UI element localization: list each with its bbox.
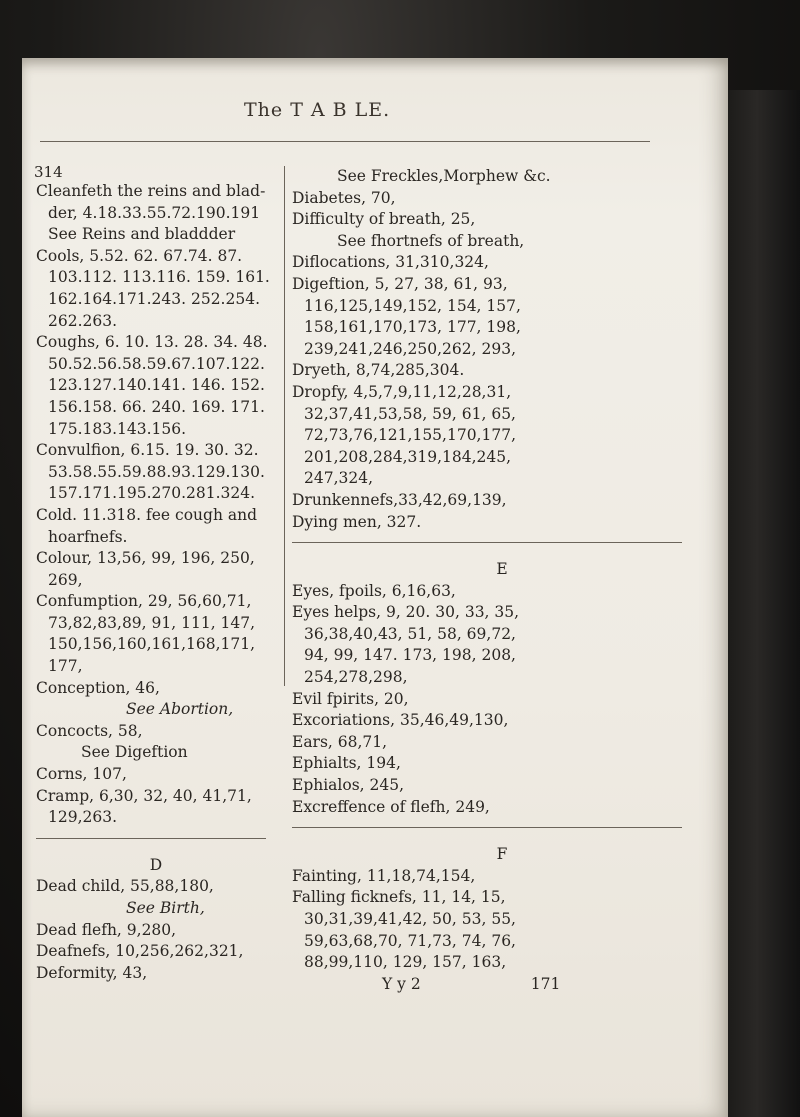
index-entry: Concocts, 58,: [36, 721, 143, 740]
index-entry: Fainting, 11,18,74,154,: [292, 866, 476, 885]
index-entry: Ears, 68,71,: [292, 732, 388, 751]
column-divider: [284, 166, 285, 686]
index-entry: Digeftion, 5, 27, 38, 61, 93,: [292, 274, 508, 293]
index-entry-continuation: 36,38,40,43, 51, 58, 69,72,: [304, 624, 516, 643]
index-entry: Convulfion, 6.15. 19. 30. 32.: [36, 441, 259, 460]
facing-page-edge: [728, 90, 800, 1117]
index-entry: Falling ficknefs, 11, 14, 15,: [292, 888, 506, 907]
index-entry: Diflocations, 31,310,324,: [292, 253, 489, 272]
index-entry-continuation: 73,82,83,89, 91, 111, 147,: [48, 613, 256, 632]
index-entry: Excoriations, 35,46,49,130,: [292, 711, 509, 730]
section-letter: F: [496, 845, 508, 864]
index-entry: Difficulty of breath, 25,: [292, 210, 476, 229]
index-entry-continuation: 94, 99, 147. 173, 198, 208,: [304, 646, 516, 665]
section-rule: [292, 827, 682, 840]
index-entry: Dead flefh, 9,280,: [36, 920, 177, 939]
index-entry-continuation: der, 4.18.33.55.72.190.191: [48, 203, 261, 222]
index-entry-continuation: 239,241,246,250,262, 293,: [304, 339, 516, 358]
index-entry-continuation: 59,63,68,70, 71,73, 74, 76,: [304, 931, 516, 950]
index-entry: Excreffence of flefh, 249,: [292, 797, 490, 816]
catchword-text: Y y 2: [382, 974, 421, 993]
index-entry-continuation: 88,99,110, 129, 157, 163,: [304, 953, 507, 972]
index-entry-continuation: See Freckles,Morphew &c.: [337, 167, 551, 185]
index-entry-continuation: 157.171.195.270.281.324.: [48, 484, 256, 503]
index-entry: Diabetes, 70,: [292, 188, 396, 207]
index-entry-continuation: 50.52.56.58.59.67.107.122.: [48, 354, 265, 373]
index-entry: Conception, 46,: [36, 678, 160, 697]
index-entry: Dropfy, 4,5,7,9,11,12,28,31,: [292, 382, 512, 401]
index-entry: Coughs, 6. 10. 13. 28. 34. 48.: [36, 333, 268, 352]
index-entry: Cools, 5.52. 62. 67.74. 87.: [36, 246, 243, 265]
index-entry: Ephialts, 194,: [292, 754, 401, 773]
index-entry-continuation: 269,: [48, 570, 83, 589]
index-entry-continuation: See Birth,: [126, 899, 205, 917]
index-entry-continuation: 247,324,: [304, 469, 374, 488]
index-entry: Confumption, 29, 56,60,71,: [36, 592, 252, 611]
index-entry-continuation: 53.58.55.59.88.93.129.130.: [48, 462, 265, 481]
index-entry-continuation: 30,31,39,41,42, 50, 53, 55,: [304, 910, 516, 928]
index-entry-continuation: See Reins and bladdder: [48, 225, 236, 244]
index-entry: Deafnefs, 10,256,262,321,: [36, 942, 244, 961]
index-entry-continuation: See fhortnefs of breath,: [337, 231, 525, 250]
index-entry-continuation: 116,125,149,152, 154, 157,: [304, 296, 521, 315]
index-entry-continuation: 201,208,284,319,184,245,: [304, 447, 512, 466]
index-entry: Colour, 13,56, 99, 196, 250,: [36, 549, 255, 568]
index-column-right: [292, 166, 712, 995]
index-entry-continuation: 156.158. 66. 240. 169. 171.: [48, 397, 265, 416]
index-entry-continuation: 254,278,298,: [304, 668, 408, 687]
index-entry-continuation: See Digeftion: [81, 743, 188, 762]
index-entry: Deformity, 43,: [36, 963, 148, 982]
index-entry: Corns, 107,: [36, 765, 127, 784]
index-column-left: [36, 181, 276, 984]
index-entry-continuation: 32,37,41,53,58, 59, 61, 65,: [304, 404, 516, 423]
index-entry: Ephialos, 245,: [292, 776, 405, 795]
index-entry-continuation: 162.164.171.243. 252.254.: [48, 289, 260, 308]
index-entry: Cleanfeth the reins and blad-: [36, 182, 266, 200]
section-letter: E: [496, 560, 508, 579]
catchword: [292, 974, 712, 996]
index-entry: Cramp, 6,30, 32, 40, 41,71,: [36, 786, 252, 805]
book-page: [22, 58, 728, 1117]
index-entry-continuation: hoarfnefs.: [48, 527, 128, 546]
index-entry-continuation: 177,: [48, 657, 83, 676]
index-entry-continuation: See Abortion,: [126, 700, 234, 719]
index-entry: Eyes, fpoils, 6,16,63,: [292, 581, 456, 600]
index-entry-continuation: 158,161,170,173, 177, 198,: [304, 318, 521, 337]
index-entry: Eyes helps, 9, 20. 30, 33, 35,: [292, 603, 520, 622]
index-entry-continuation: 123.127.140.141. 146. 152.: [48, 376, 265, 395]
section-rule: [36, 838, 266, 851]
index-entry-continuation: 175.183.143.156.: [48, 419, 187, 438]
page-title: The T A B LE.: [244, 99, 391, 121]
index-entry: Cold. 11.318. fee cough and: [36, 505, 257, 524]
section-letter: D: [149, 855, 163, 874]
title-rule: [40, 141, 650, 142]
page-number: 314: [34, 163, 63, 181]
index-entry-continuation: 103.112. 113.116. 159. 161.: [48, 268, 270, 287]
index-entry: Evil fpirits, 20,: [292, 689, 409, 708]
index-entry: Dryeth, 8,74,285,304.: [292, 361, 465, 380]
index-entry-continuation: 129,263.: [48, 808, 118, 827]
folio-number: 171: [530, 974, 561, 993]
index-entry-continuation: 262.263.: [48, 311, 118, 330]
index-entry-continuation: 72,73,76,121,155,170,177,: [304, 426, 516, 445]
section-rule: [292, 542, 682, 555]
index-entry-continuation: 150,156,160,161,168,171,: [48, 635, 256, 654]
index-entry: Drunkennefs,33,42,69,139,: [292, 490, 507, 509]
index-entry: Dead child, 55,88,180,: [36, 877, 214, 896]
index-entry: Dying men, 327.: [292, 512, 422, 531]
